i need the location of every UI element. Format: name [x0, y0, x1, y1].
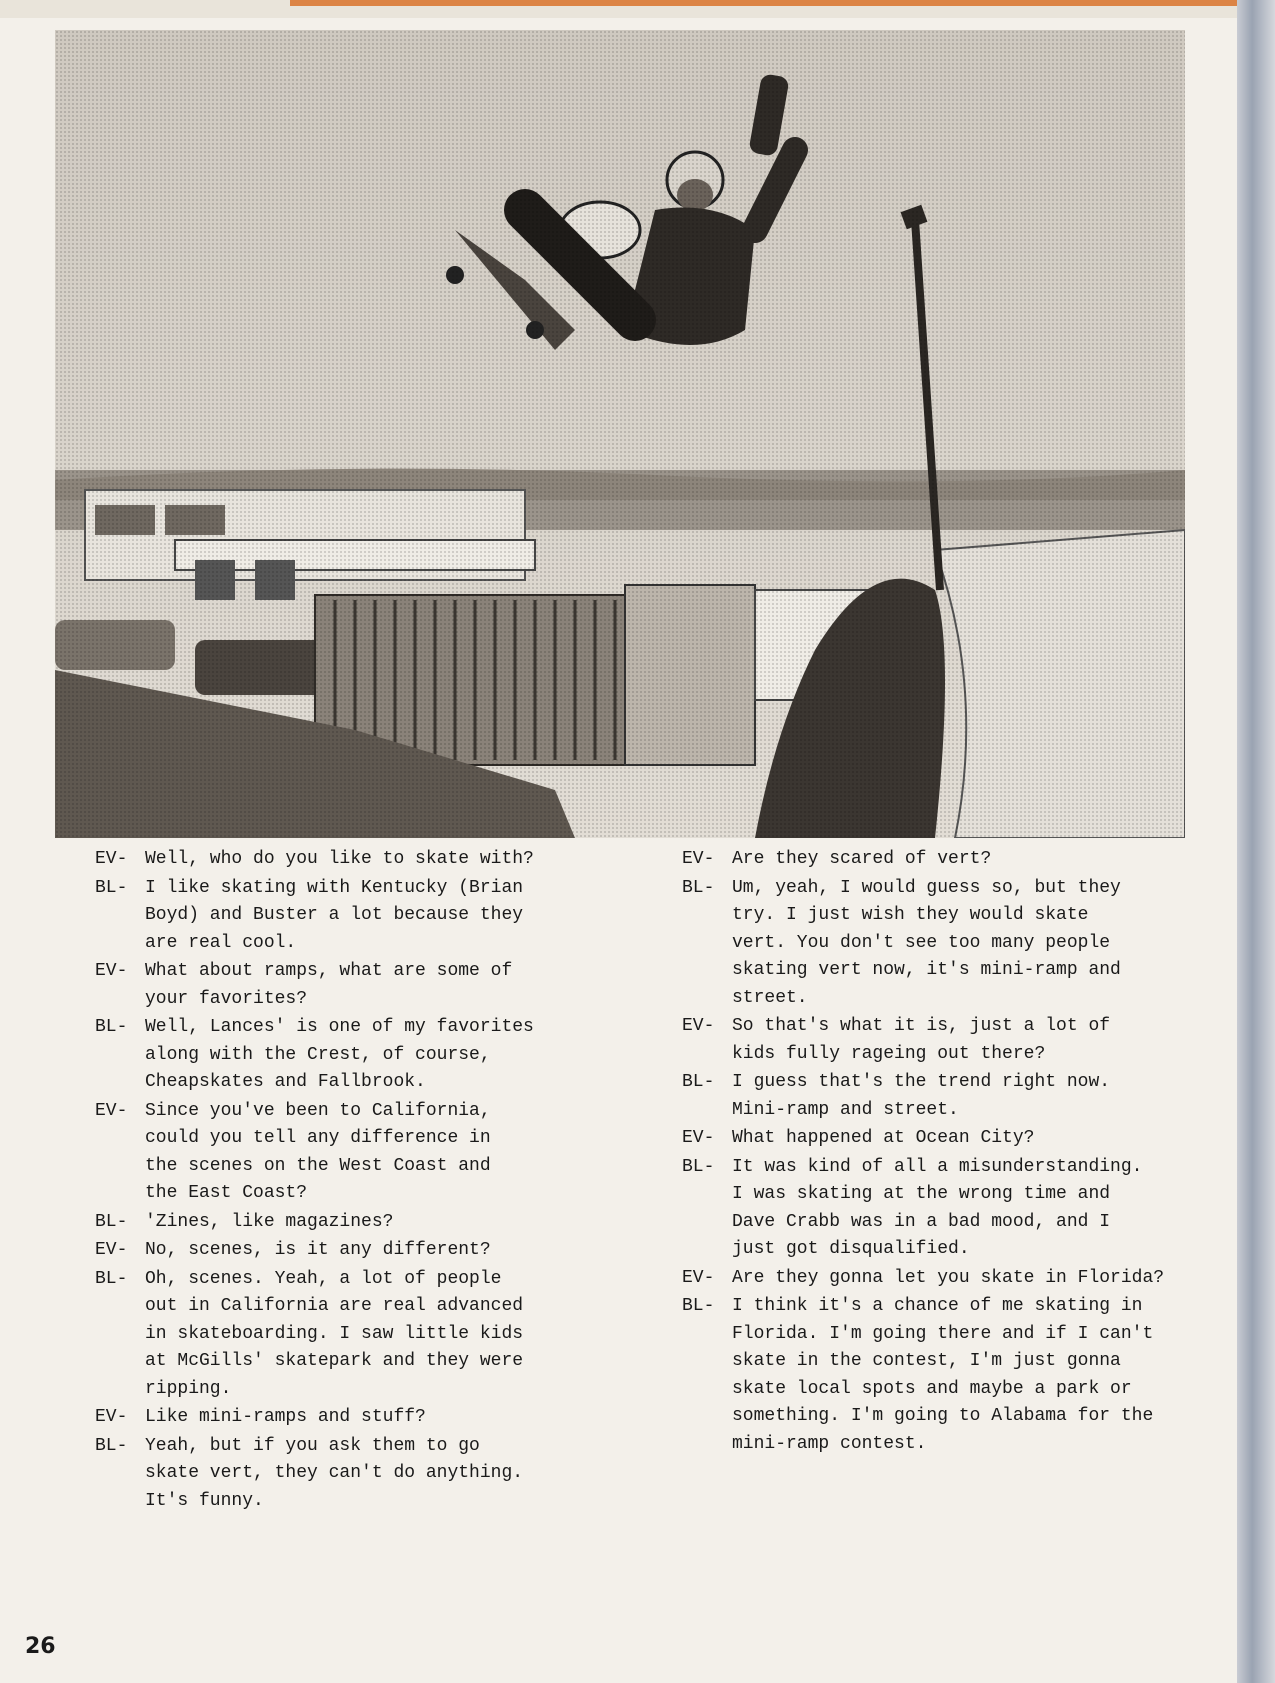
- speaker-text: Are they scared of vert?: [732, 849, 992, 869]
- speaker-text: What happened at Ocean City?: [732, 1128, 1035, 1148]
- speaker-text: No, scenes, is it any different?: [145, 1240, 491, 1260]
- speaker-text: Since you've been to California, could you tell any difference in the scenes on the West Coast and the East Coast?: [145, 1100, 491, 1203]
- speaker-label: BL-: [95, 877, 128, 898]
- interview-entry: [95, 958, 615, 1013]
- speaker-text: Well, Lances' is one of my favorites along with the Crest, of course, Cheapskates and Fallbrook.: [145, 1017, 534, 1092]
- interview-column-right: [682, 846, 1212, 1459]
- speaker-text: Are they gonna let you skate in Florida?: [732, 1267, 1165, 1288]
- speaker-text: What about ramps, what are some of your favorites?: [145, 961, 513, 1009]
- speaker-text: Yeah, but if you ask them to go skate vert, they can't do anything. It's funny.: [145, 1435, 524, 1511]
- speaker-text: I guess that's the trend right now. Mini-ramp and street.: [732, 1072, 1111, 1120]
- speaker-label: EV-: [95, 849, 128, 869]
- interview-entry: [682, 1265, 1212, 1293]
- speaker-text: Like mini-ramps and stuff?: [145, 1407, 426, 1427]
- speaker-text: So that's what it is, just a lot of kids fully rageing out there?: [732, 1016, 1111, 1064]
- interview-entry: [95, 1266, 615, 1404]
- page-number: 26: [25, 1634, 56, 1659]
- speaker-label: EV-: [682, 1267, 715, 1288]
- interview-entry: [682, 1293, 1212, 1458]
- interview-entry: [682, 846, 1212, 874]
- speaker-label: BL-: [95, 1435, 128, 1456]
- speaker-text: Oh, scenes. Yeah, a lot of people out in California are real advanced in skateboarding. I saw little kids at McGills' skatepark and they were ripping.: [145, 1268, 524, 1399]
- speaker-text: I like skating with Kentucky (Brian Boyd) and Buster a lot because they are real cool.: [145, 877, 524, 953]
- speaker-text: Well, who do you like to skate with?: [145, 849, 534, 869]
- speaker-label: EV-: [95, 1407, 128, 1427]
- interview-entry: [682, 1069, 1212, 1124]
- interview-entry: [95, 1433, 615, 1516]
- photo-illustration: [55, 30, 1185, 838]
- interview-entry: [95, 1237, 615, 1265]
- interview-entry: [682, 1125, 1212, 1153]
- speaker-label: EV-: [682, 1128, 715, 1148]
- interview-entry: [95, 1098, 615, 1208]
- interview-entry: [95, 1404, 615, 1432]
- speaker-label: BL-: [95, 1268, 128, 1289]
- speaker-label: EV-: [95, 1240, 128, 1260]
- speaker-text: It was kind of all a misunderstanding. I was skating at the wrong time and Dave Crabb was in a bad mood, and I just got disqualified.: [732, 1156, 1143, 1259]
- speaker-label: BL-: [682, 877, 715, 898]
- interview-entry: [682, 1013, 1212, 1068]
- interview-entry: [95, 846, 615, 874]
- speaker-label: BL-: [95, 1211, 128, 1232]
- interview-entry: [95, 1209, 615, 1237]
- interview-entry: [95, 1014, 615, 1097]
- page-top-edge: [0, 0, 1275, 18]
- interview-entry: [95, 875, 615, 958]
- speaker-label: EV-: [682, 1016, 715, 1036]
- speaker-label: BL-: [682, 1072, 715, 1092]
- speaker-label: BL-: [682, 1296, 715, 1316]
- speaker-label: BL-: [95, 1017, 128, 1037]
- speaker-label: EV-: [95, 1100, 128, 1121]
- interview-entry: [682, 1154, 1212, 1264]
- skater-photo: [55, 30, 1185, 838]
- orange-stripe: [290, 0, 1240, 6]
- binding-edge: [1237, 0, 1275, 1683]
- interview-entry: [682, 875, 1212, 1013]
- speaker-label: EV-: [95, 961, 128, 981]
- speaker-text: Um, yeah, I would guess so, but they try. I just wish they would skate vert. You don't see too many people skating vert now, it's mini-ramp and street.: [732, 877, 1121, 1008]
- speaker-label: EV-: [682, 849, 715, 869]
- speaker-text: 'Zines, like magazines?: [145, 1211, 394, 1232]
- interview-column-left: [95, 846, 615, 1516]
- speaker-label: BL-: [682, 1156, 715, 1177]
- speaker-text: I think it's a chance of me skating in Florida. I'm going there and if I can't skate in the contest, I'm just gonna skate local spots and maybe a park or something. I'm going to Alabama for the mini-ramp contest.: [732, 1296, 1154, 1454]
